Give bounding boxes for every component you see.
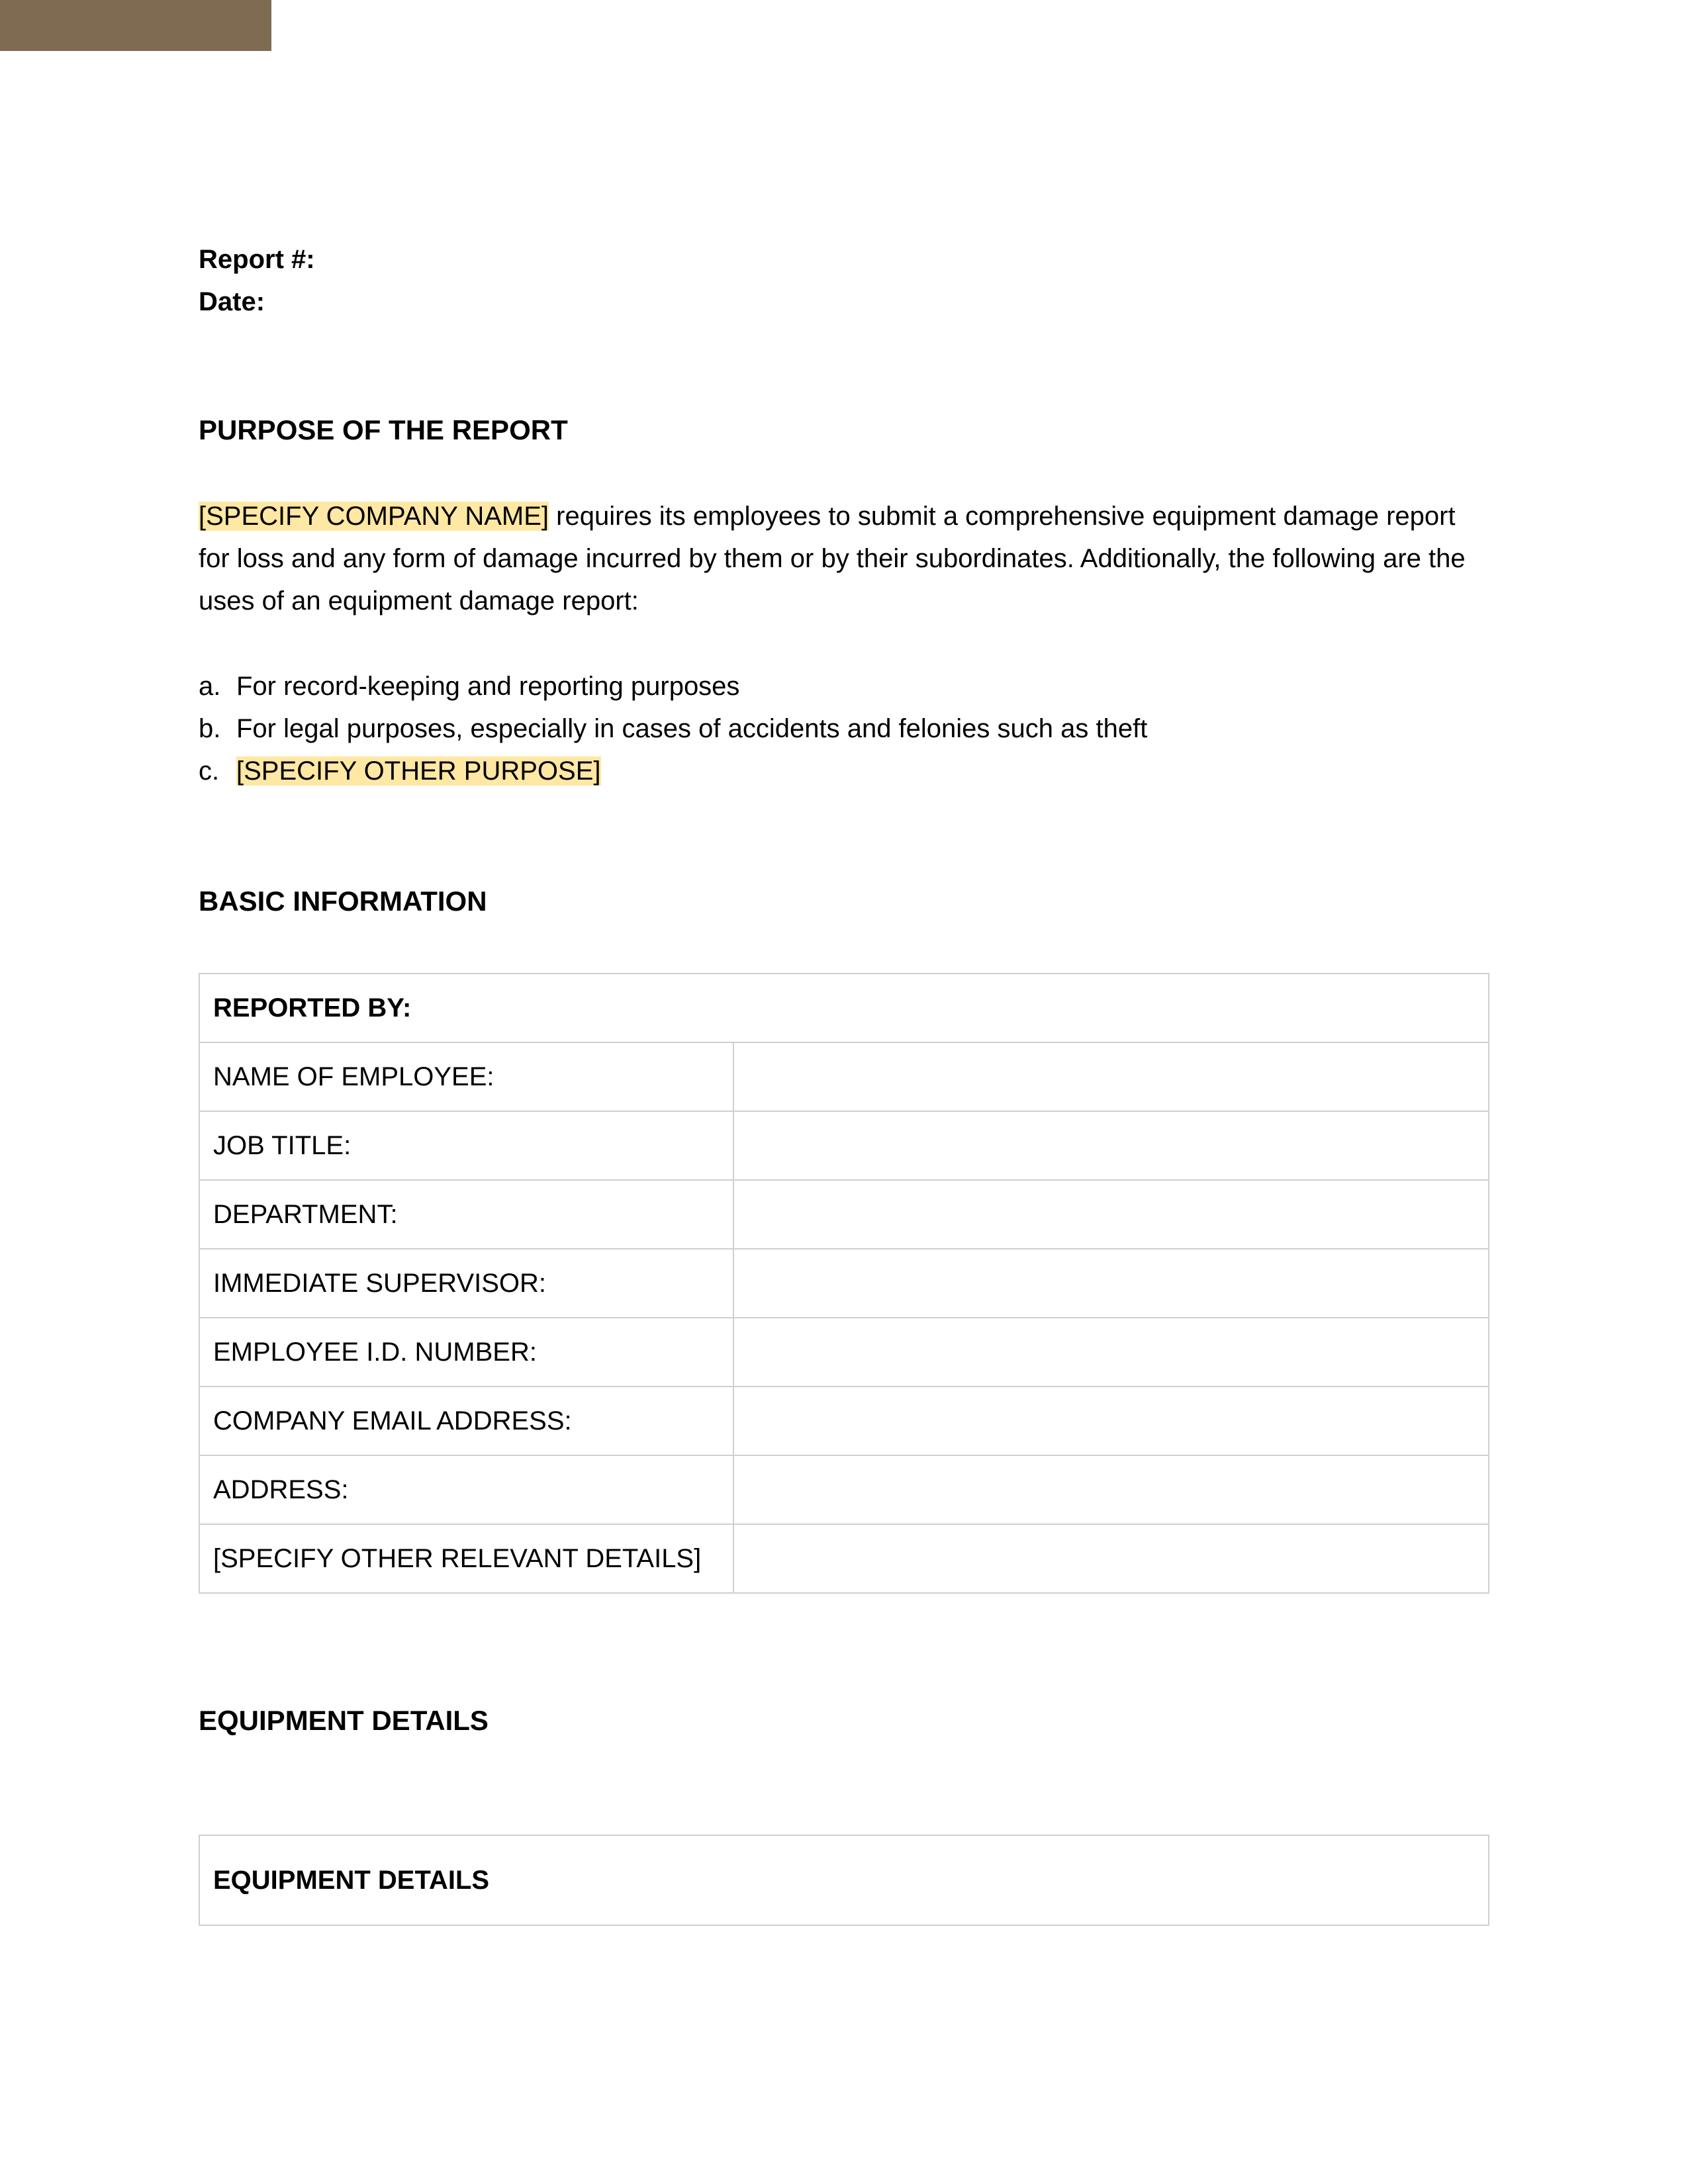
table-row (199, 1042, 1489, 1111)
table-row (199, 1387, 1489, 1455)
equipment-details-heading: EQUIPMENT DETAILS (199, 1705, 489, 1736)
basic-information-heading: BASIC INFORMATION (199, 886, 487, 917)
list-item-text: For record-keeping and reporting purposes (236, 672, 740, 701)
field-label: ADDRESS: (199, 1455, 733, 1524)
basic-information-table (199, 973, 1489, 1594)
table-header-row (199, 974, 1489, 1042)
employee-id-field[interactable] (733, 1318, 1489, 1387)
table-row (199, 1249, 1489, 1318)
employee-name-field[interactable] (733, 1042, 1489, 1111)
company-name-placeholder: [SPECIFY COMPANY NAME] (199, 502, 549, 531)
document-page (199, 238, 1489, 1895)
table-row (199, 1318, 1489, 1387)
supervisor-field[interactable] (733, 1249, 1489, 1318)
list-item-text: For legal purposes, especially in cases of accidents and felonies such as theft (236, 714, 1148, 743)
field-label: EMPLOYEE I.D. NUMBER: (199, 1318, 733, 1387)
field-label: IMMEDIATE SUPERVISOR: (199, 1249, 733, 1318)
department-field[interactable] (733, 1180, 1489, 1249)
table-row (199, 1524, 1489, 1593)
date-label: Date: (199, 287, 265, 316)
field-label: JOB TITLE: (199, 1111, 733, 1180)
table-row (199, 1111, 1489, 1180)
company-email-field[interactable] (733, 1387, 1489, 1455)
list-item (199, 707, 1147, 750)
field-label: DEPARTMENT: (199, 1180, 733, 1249)
purpose-list (199, 665, 1147, 792)
table-header-row (199, 1835, 1489, 1925)
equipment-details-header: EQUIPMENT DETAILS (199, 1835, 1489, 1925)
reported-by-header: REPORTED BY: (199, 974, 1489, 1042)
job-title-field[interactable] (733, 1111, 1489, 1180)
field-label: NAME OF EMPLOYEE: (199, 1042, 733, 1111)
purpose-paragraph (199, 495, 1489, 622)
other-purpose-placeholder: [SPECIFY OTHER PURPOSE] (236, 756, 601, 786)
table-row (199, 1180, 1489, 1249)
purpose-heading: PURPOSE OF THE REPORT (199, 414, 568, 445)
list-item (199, 750, 1147, 792)
list-marker: a. (199, 672, 221, 701)
list-marker: b. (199, 714, 221, 743)
address-field[interactable] (733, 1455, 1489, 1524)
list-marker: c. (199, 756, 220, 786)
purpose-paragraph-text: requires its employees to submit a comprehensive equipment damage report for loss and any form of damage incurred by them or by their subordinates. Additionally, the following are the uses of an equipment damage report: (199, 502, 1466, 615)
report-number-label: Report #: (199, 245, 315, 274)
equipment-details-table (199, 1835, 1489, 1926)
list-item (199, 665, 1147, 707)
field-label: COMPANY EMAIL ADDRESS: (199, 1387, 733, 1455)
field-label: [SPECIFY OTHER RELEVANT DETAILS] (199, 1524, 733, 1593)
corner-accent-bar (0, 0, 271, 51)
other-details-field[interactable] (733, 1524, 1489, 1593)
table-row (199, 1455, 1489, 1524)
